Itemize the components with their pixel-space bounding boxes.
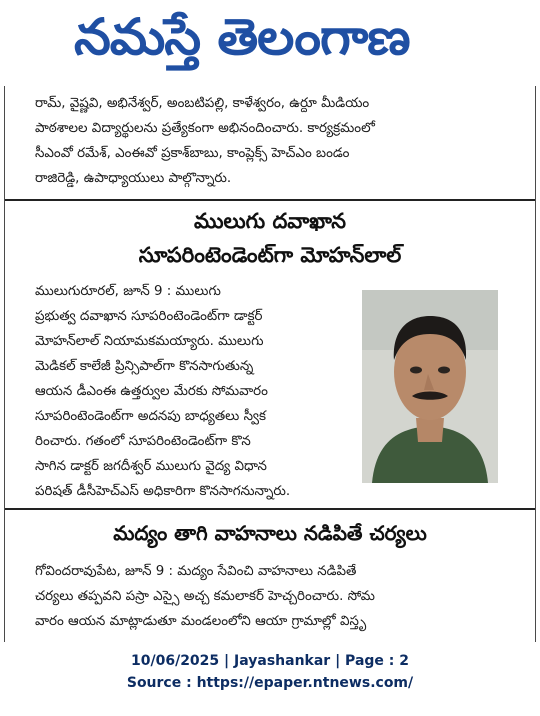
story2-line: సూపరింటెండెంట్‌గా అదనపు బాధ్యతలు స్వీక: [35, 409, 266, 424]
story2-headline-line2: సూపరింటెండెంట్‌గా మోహన్‌లాల్: [138, 243, 402, 267]
story2-line: ఆయన డీఎంఈ ఉత్తర్వుల మేరకు సోమవారం: [35, 384, 268, 399]
story2-line: పరిషత్ డీసీహెచ్ఎస్ అధికారిగా కొనసాగనున్నారు.: [35, 484, 291, 499]
story1-line: పాఠశాలల విద్యార్థులను ప్రత్యేకంగా అభినందించారు. కార్యక్రమంలో: [35, 121, 375, 136]
story2-line: మెడికల్ కాలేజీ ప్రిన్సిపాల్‌గా కొనసాగుతున్న: [35, 359, 254, 374]
story-divider: [5, 199, 535, 201]
story3-line: గోవిందరావుపేట, జూన్ 9 : మద్యం సేవించి వాహనాలు నడిపితే: [35, 564, 357, 579]
newspaper-logo: నమస్తే తెలంగాణ: [74, 8, 410, 66]
story-divider: [5, 508, 535, 510]
story1-line: సీఎంవో రమేశ్, ఎంఈవో ప్రకాశ్‌బాబు, కాంప్లెక్స్ హెచ్ఎం బండం: [35, 146, 350, 161]
story2-line: సాగిన డాక్టర్ జగదీశ్వర్ ములుగు వైద్య విధాన: [35, 459, 267, 474]
story2-headline-line1: ములుగు దవాఖాన: [193, 209, 346, 233]
story1-line: రామ్, వైష్ణవి, అభినేశ్వర్, అంబటిపల్లి, కాళేశ్వరం, ఉర్దూ మీడియం: [35, 96, 370, 111]
story2-line: రించారు. గతంలో సూపరింటెండెంట్‌గా కొన: [35, 434, 251, 449]
story2-line: మోహన్‌లాల్ నియామకమయ్యారు. ములుగు: [35, 334, 264, 349]
story3-line: చర్యలు తప్పవని పస్రా ఎస్సై అచ్చ కమలాకర్ హెచ్చరించారు. సోమ: [35, 589, 375, 604]
story2-line: ప్రభుత్వ దవాఖాన సూపరింటెండెంట్‌గా డాక్టర్: [35, 309, 263, 324]
story1-line: రాజిరెడ్డి, ఉపాధ్యాయులు పాల్గొన్నారు.: [35, 171, 232, 186]
story3-headline: మద్యం తాగి వాహనాలు నడిపితే చర్యలు: [113, 521, 427, 545]
portrait-image: [362, 290, 498, 483]
story2-line: ములుగురూరల్, జూన్ 9 : ములుగు: [35, 284, 221, 299]
footer-date-edition: 10/06/2025 | Jayashankar | Page : 2: [131, 653, 409, 669]
article-clipping: [4, 86, 536, 642]
story3-line: వారం ఆయన మాట్లాడుతూ మండలంలోని ఆయా గ్రామాల్లో విస్తృ: [35, 614, 367, 629]
masthead: [0, 0, 540, 86]
footer-source: Source : https://epaper.ntnews.com/: [126, 675, 414, 691]
mohanlal-photo: [362, 290, 498, 483]
footer: [0, 650, 540, 694]
